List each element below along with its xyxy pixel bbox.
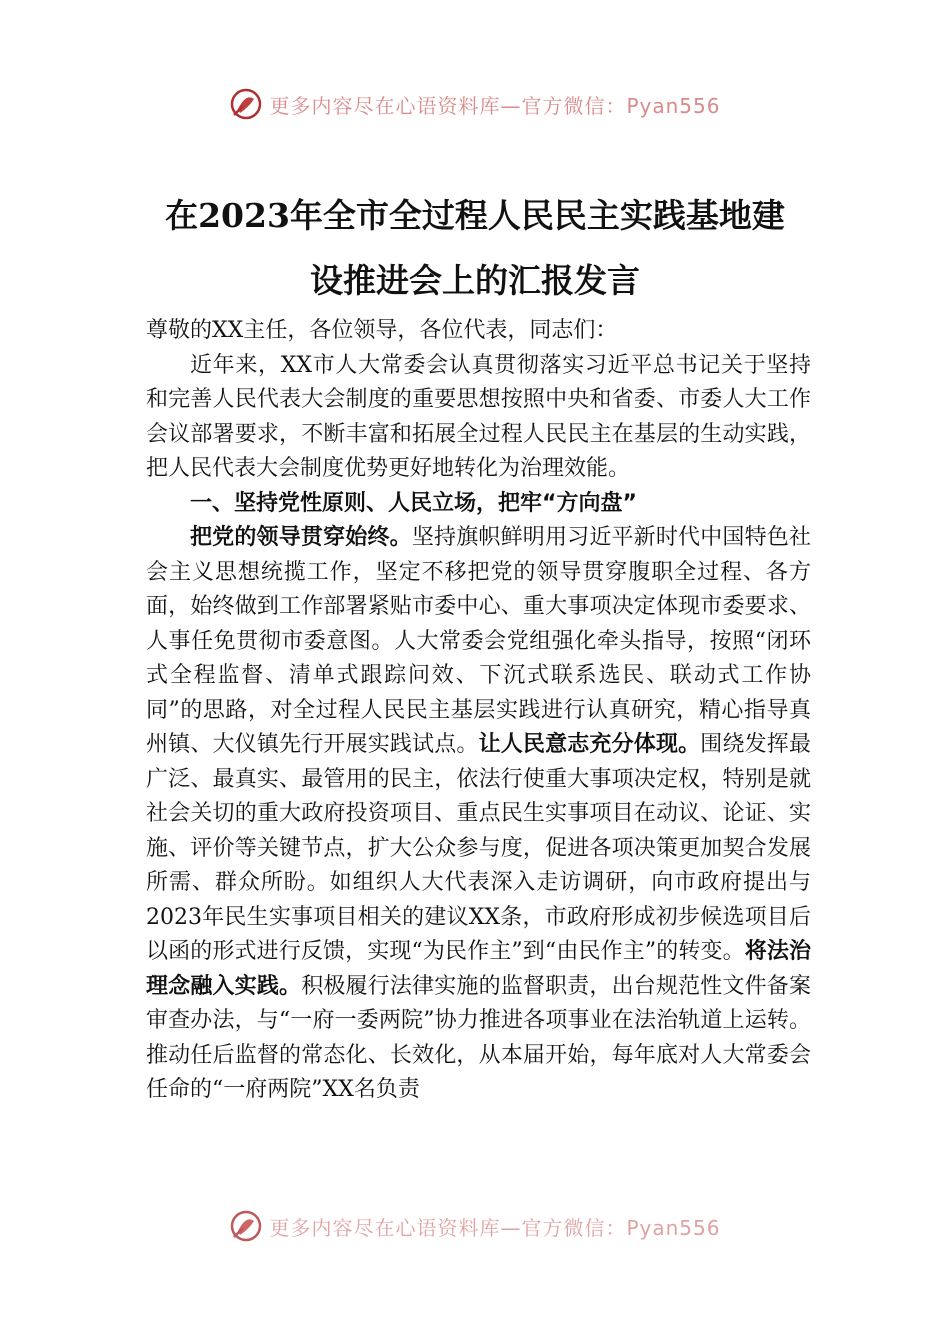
lead-phrase-3: 将法治理念融入实践。 xyxy=(146,939,811,999)
salutation: 尊敬的XX主任，各位领导，各位代表，同志们： xyxy=(146,318,618,343)
watermark-top xyxy=(0,84,950,124)
brand-logo-icon xyxy=(229,1209,263,1243)
paragraph-text-3: 积极履行法律实施的监督职责，出台规范性文件备案审查办法，与“一府一委两院”协力推进各项事业在法治轨道上运转。推动任后监督的常态化、长效化，从本届开始，每年底对人大常委会任命的“一府两院”XX名负责 xyxy=(146,973,811,1102)
watermark-text: 更多内容尽在心语资料库—官方微信：Pyan556 xyxy=(269,1215,721,1240)
document-title-line-2: 设推进会上的汇报发言 xyxy=(310,261,640,300)
watermark-text: 更多内容尽在心语资料库—官方微信：Pyan556 xyxy=(269,93,721,118)
section-heading: 一、坚持党性原则、人民立场，把牢“方向盘” xyxy=(190,490,637,516)
lead-phrase-2: 让人民意志充分体现。 xyxy=(478,732,701,757)
brand-logo-icon xyxy=(229,87,263,121)
paragraph-text-1: 坚持旗帜鲜明用习近平新时代中国特色社会主义思想统揽工作，坚定不移把党的领导贯穿腹职全过程、各方面，始终做到工作部署紧贴市委中心、重大事项决定体现市委要求、人事任免贯彻市委意图。人大常委会党组强化牵头指导，按照“闭环式全程监督、清单式跟踪问效、下沉式联系选民、联动式工作协同”的思路，对全过程人民民主基层实践进行认真研究，精心指导真州镇、大仪镇先行开展实践试点。 xyxy=(146,525,811,757)
lead-phrase-1: 把党的领导贯穿始终。 xyxy=(190,525,412,550)
document-title-line-1: 在2023年全市全过程人民民主实践基地建 xyxy=(165,196,785,235)
intro-paragraph: 近年来，XX市人大常委会认真贯彻落实习近平总书记关于坚持和完善人民代表大会制度的重要思想按照中央和省委、市委人大工作会议部署要求，不断丰富和拓展全过程人民民主在基层的生动实践，把人民代表大会制度优势更好地转化为治理效能。 xyxy=(146,352,811,481)
section-paragraph xyxy=(146,521,811,1108)
document-body xyxy=(146,314,811,1219)
paragraph-text-2: 围绕发挥最广泛、最真实、最管用的民主，依法行使重大事项决定权，特别是就社会关切的重大政府投资项目、重点民生实事项目在动议、论证、实施、评价等关键节点，扩大公众参与度，促进各项决策更加契合发展所需、群众所盼。如组织人大代表深入走访调研，向市政府提出与2023年民生实事项目相关的建议XX条，市政府形成初步候选项目后以函的形式进行反馈，实现“为民作主”到“由民作主”的转变。 xyxy=(146,732,811,964)
watermark-bottom xyxy=(0,1208,950,1244)
